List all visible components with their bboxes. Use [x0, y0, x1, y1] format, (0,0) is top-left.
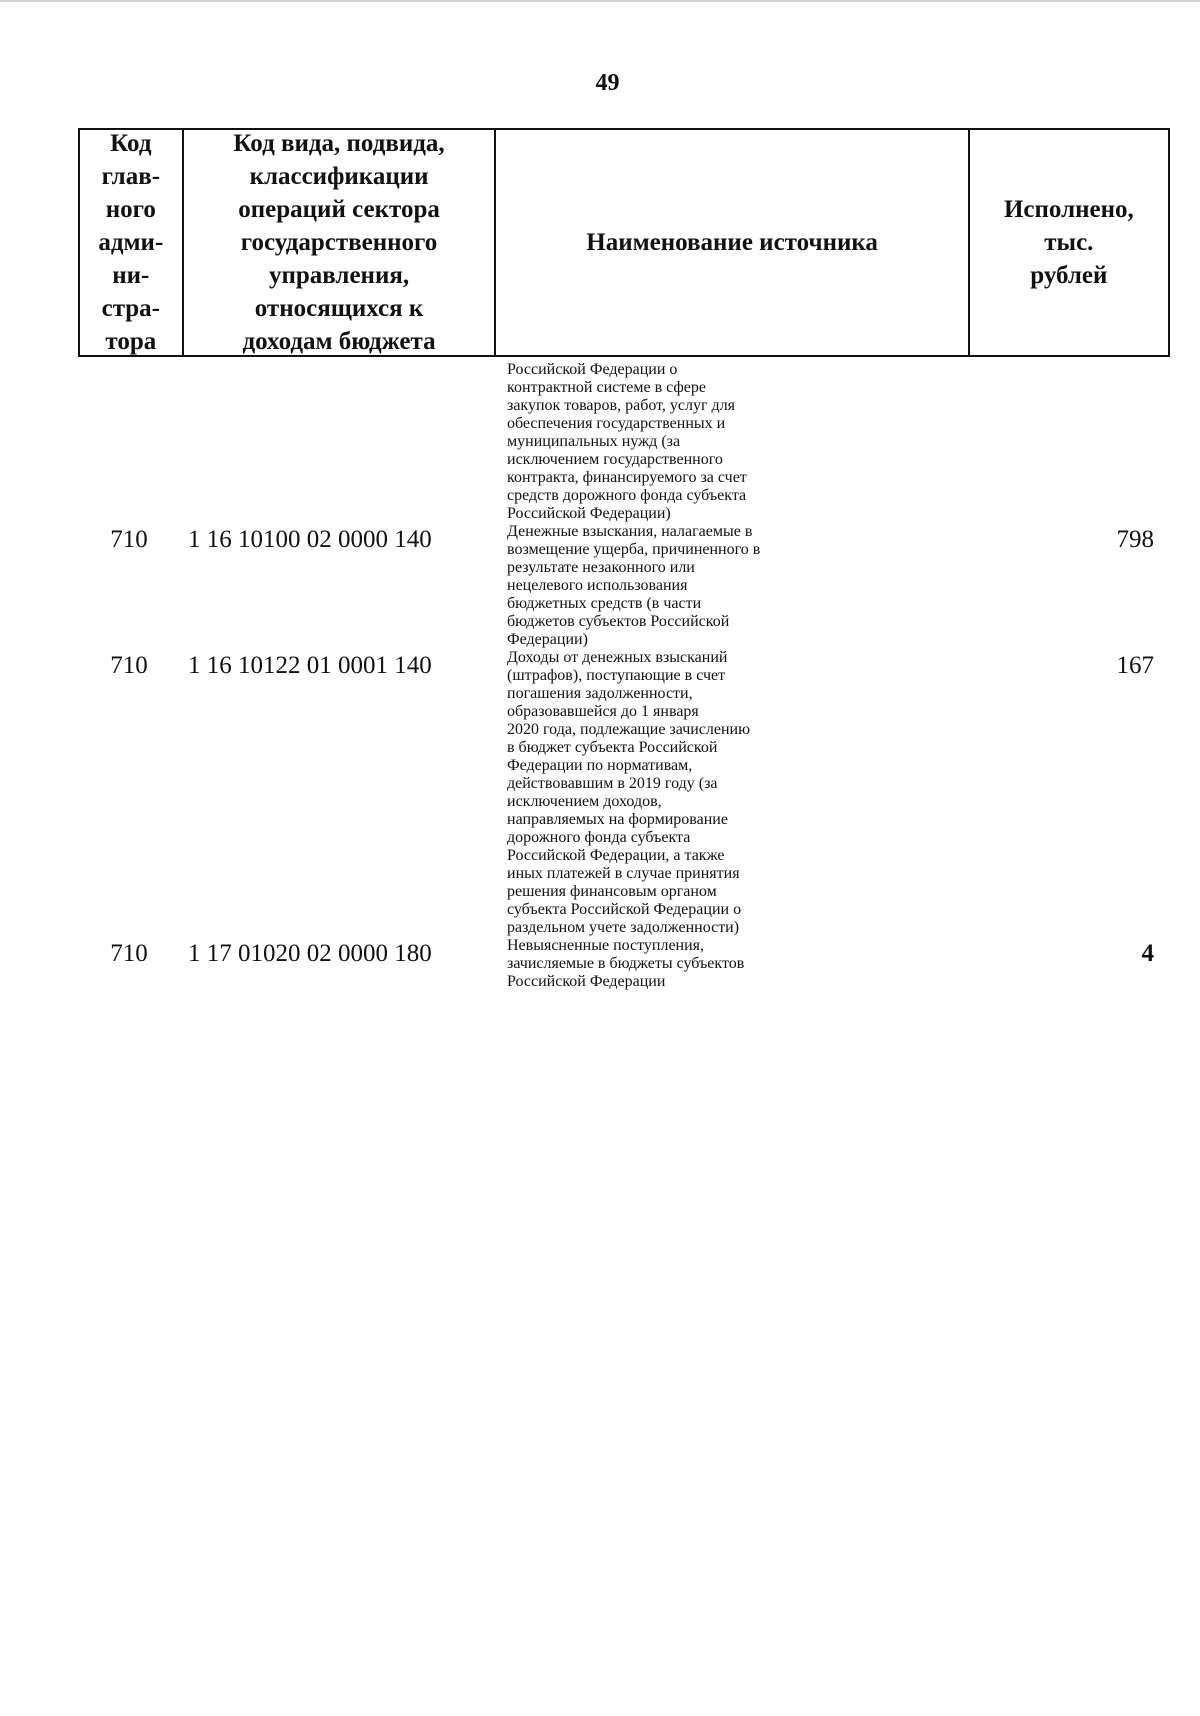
table-row — [78, 649, 1170, 937]
admin-code-cell: 710 — [110, 526, 148, 553]
admin-code-cell: 710 — [110, 652, 148, 679]
revenue-code-cell: 1 16 10100 02 0000 140 — [188, 526, 432, 553]
source-name-cell: Денежные взыскания, налагаемые в возмещение ущерба, причиненного в результате незаконного или нецелевого использования бюджетных средств (в части бюджетов субъектов Российской Федерации) — [507, 523, 761, 648]
table-body — [78, 361, 1170, 991]
amount-cell: 798 — [1116, 526, 1154, 553]
source-name-cell: Российской Федерации о контрактной системе в сфере закупок товаров, работ, услуг для обеспечения государственных и муниципальных нужд (за исключением государственного контракта, финансируемого за счет средств дорожного фонда субъекта Российской Федерации) — [507, 361, 747, 522]
amount-cell: 167 — [1116, 652, 1154, 679]
revenue-code-cell: 1 16 10122 01 0001 140 — [188, 652, 432, 679]
header-source-name: Наименование источника — [494, 130, 967, 355]
table-row — [78, 523, 1170, 649]
table-row — [78, 937, 1170, 991]
revenue-code-cell: 1 17 01020 02 0000 180 — [188, 940, 432, 967]
page-number: 49 — [595, 70, 620, 96]
scan-top-edge — [0, 0, 1200, 2]
admin-code-cell: 710 — [110, 940, 148, 967]
table-row — [78, 361, 1170, 523]
amount-cell: 4 — [1141, 940, 1154, 967]
source-name-cell: Доходы от денежных взысканий (штрафов), поступающие в счет погашения задолженности, образовавшейся до 1 января 2020 года, подлежащие зачислению в бюджет субъекта Российской Федерации по нормативам, действовавшим в 2019 году (за исключением доходов, направляемых на формирование дорожного фонда субъекта Российской Федерации, а также иных платежей в случае принятия решения финансовым органом субъекта Российской Федерации о раздельном учете задолженности) — [507, 649, 751, 936]
table-header — [78, 128, 1170, 357]
header-executed: Исполнено, тыс. рублей — [968, 130, 1168, 355]
header-admin-code: Код глав- ного адми- ни- стра- тора — [98, 130, 164, 355]
header-revenue-code: Код вида, подвида, классификации операций сектора государственного управления, относящихся к доходам бюджета — [182, 130, 495, 355]
source-name-cell: Невыясненные поступления, зачисляемые в бюджеты субъектов Российской Федерации — [507, 937, 745, 990]
